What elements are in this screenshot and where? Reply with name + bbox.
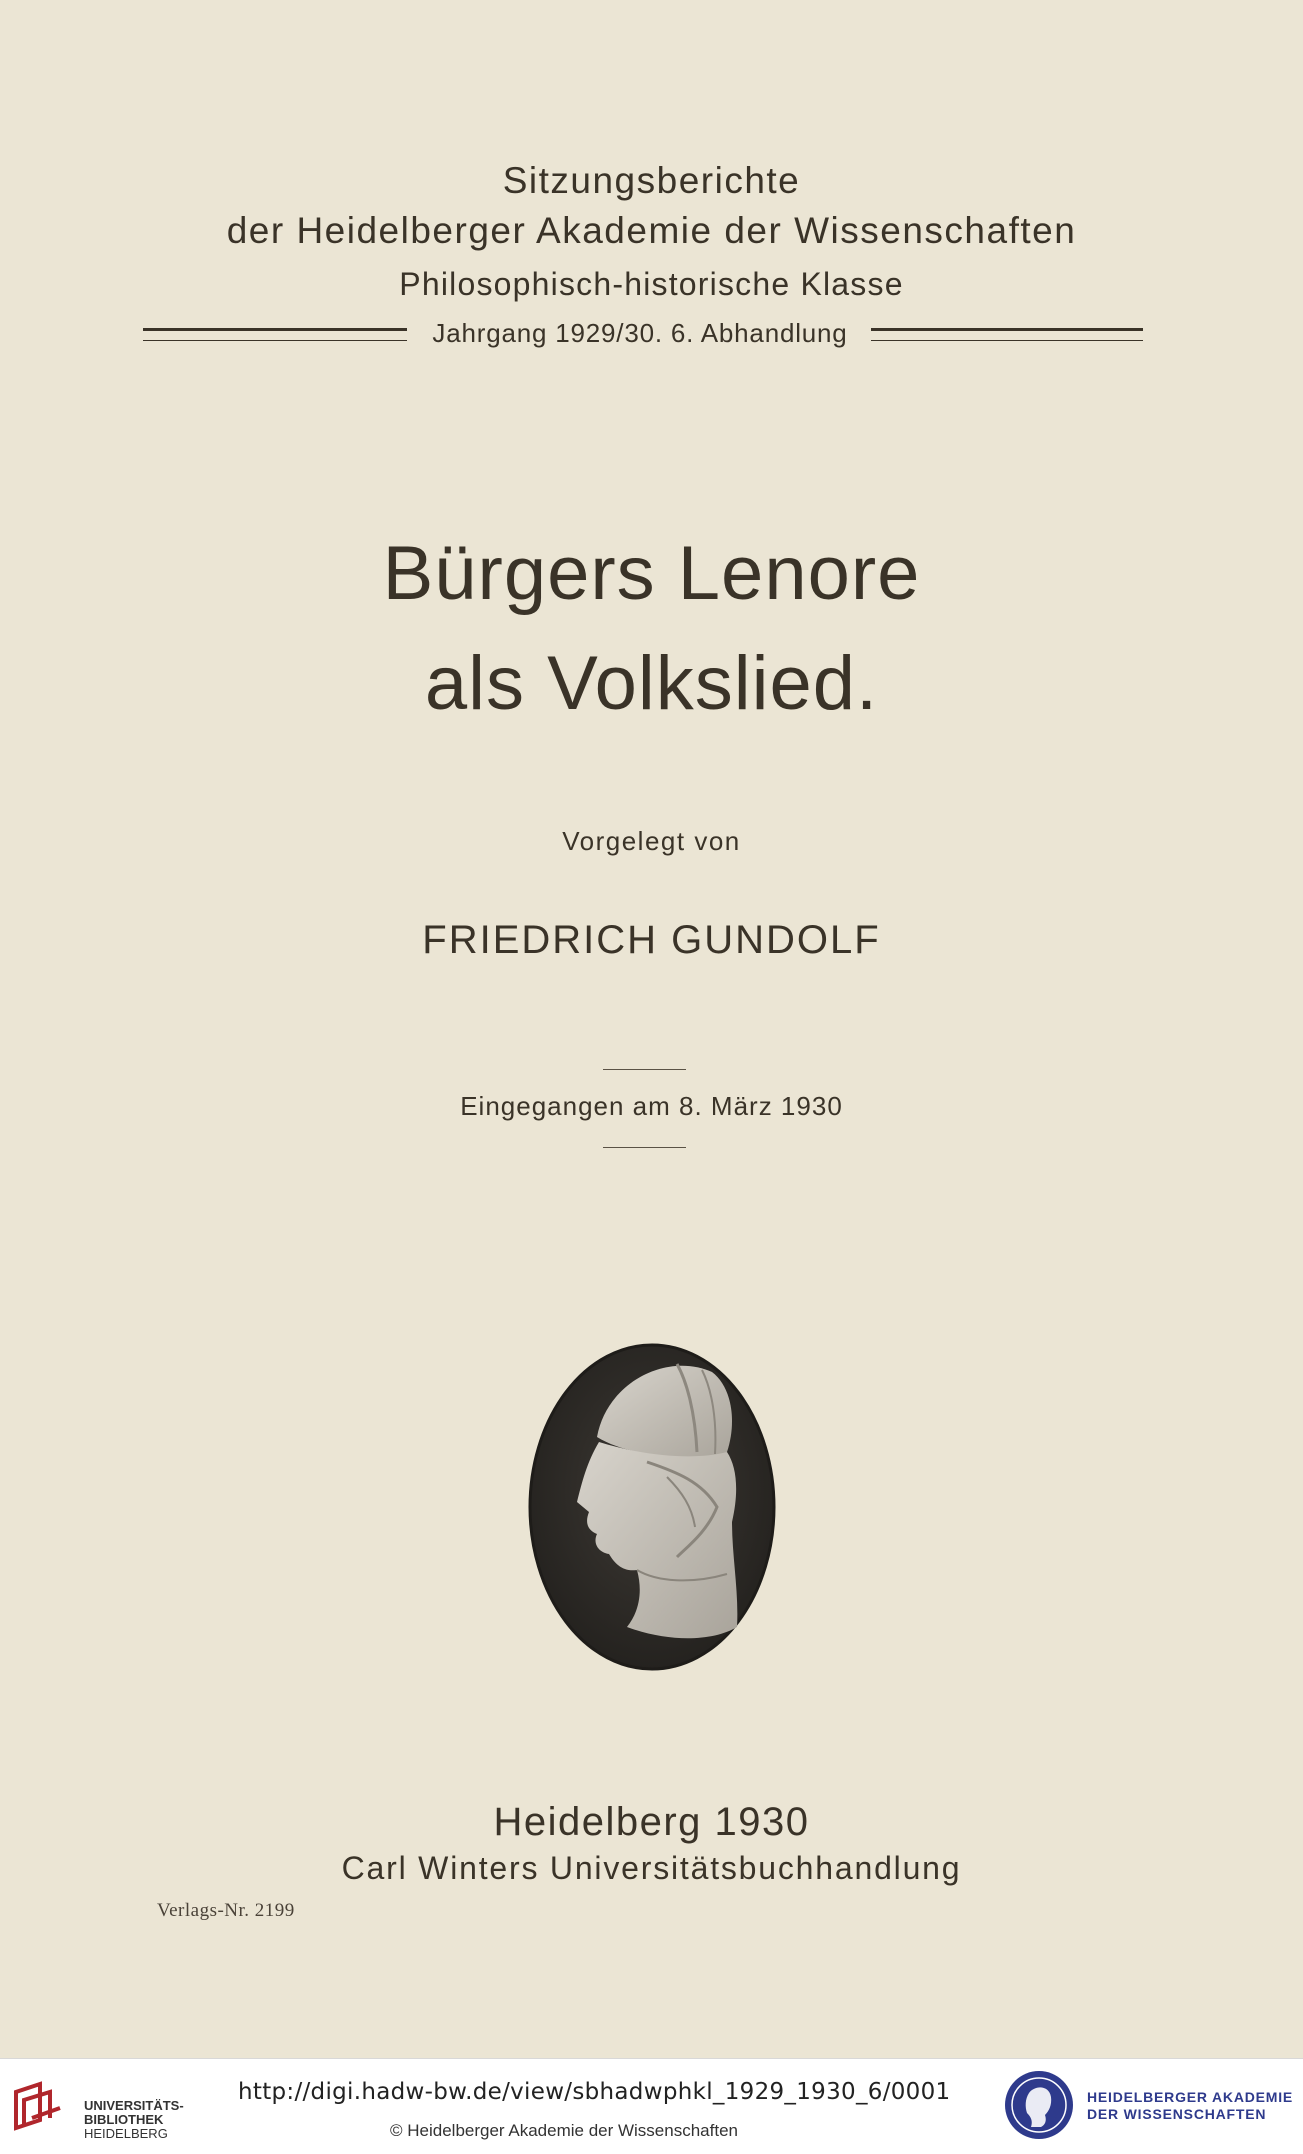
klasse-name: Philosophisch-historische Klasse xyxy=(399,266,904,302)
short-rule-bottom xyxy=(603,1147,686,1148)
ub-line-1: UNIVERSITÄTS- xyxy=(84,2098,184,2113)
hadw-logo[interactable] xyxy=(1005,2071,1295,2143)
received-date: Eingegangen am 8. März 1930 xyxy=(460,1091,843,1121)
hadw-line-2: DER WISSENSCHAFTEN xyxy=(1087,2106,1267,2122)
double-rule-right xyxy=(871,328,1143,341)
ub-line-2: BIBLIOTHEK xyxy=(84,2112,164,2127)
main-title-line-2: als Volkslied. xyxy=(424,641,879,726)
hadw-line-1: HEIDELBERGER AKADEMIE xyxy=(1087,2089,1294,2105)
athena-cameo-icon xyxy=(527,1342,777,1672)
jahrgang-row xyxy=(143,318,1143,354)
viewer-footer xyxy=(0,2058,1303,2154)
academy-name: der Heidelberger Akademie der Wissenschaften xyxy=(226,210,1077,251)
short-rule-top xyxy=(603,1069,686,1070)
ub-line-3: HEIDELBERG xyxy=(84,2126,168,2141)
ub-logo-text xyxy=(84,2099,184,2141)
double-rule-left xyxy=(143,328,407,341)
publisher: Carl Winters Universitätsbuchhandlung xyxy=(341,1850,962,1886)
hadw-logo-text xyxy=(1087,2089,1293,2123)
presented-by-label: Vorgelegt von xyxy=(562,826,741,856)
author-name: FRIEDRICH GUNDOLF xyxy=(422,918,881,962)
ub-heidelberg-logo[interactable] xyxy=(10,2075,184,2141)
ub-heidelberg-logo-icon xyxy=(10,2078,66,2134)
series-title: Sitzungsberichte xyxy=(502,160,801,201)
copyright-notice: © Heidelberger Akademie der Wissenschaften xyxy=(390,2121,738,2140)
city-year: Heidelberg 1930 xyxy=(493,1800,810,1844)
hadw-seal-icon xyxy=(1005,2071,1073,2139)
verlags-number: Verlags-Nr. 2199 xyxy=(157,1900,295,1921)
permalink-url[interactable]: http://digi.hadw-bw.de/view/sbhadwphkl_1929_1930_6/0001 xyxy=(238,2079,951,2105)
main-title-line-1: Bürgers Lenore xyxy=(382,531,921,616)
jahrgang-text: Jahrgang 1929/30. 6. Abhandlung xyxy=(432,318,848,348)
